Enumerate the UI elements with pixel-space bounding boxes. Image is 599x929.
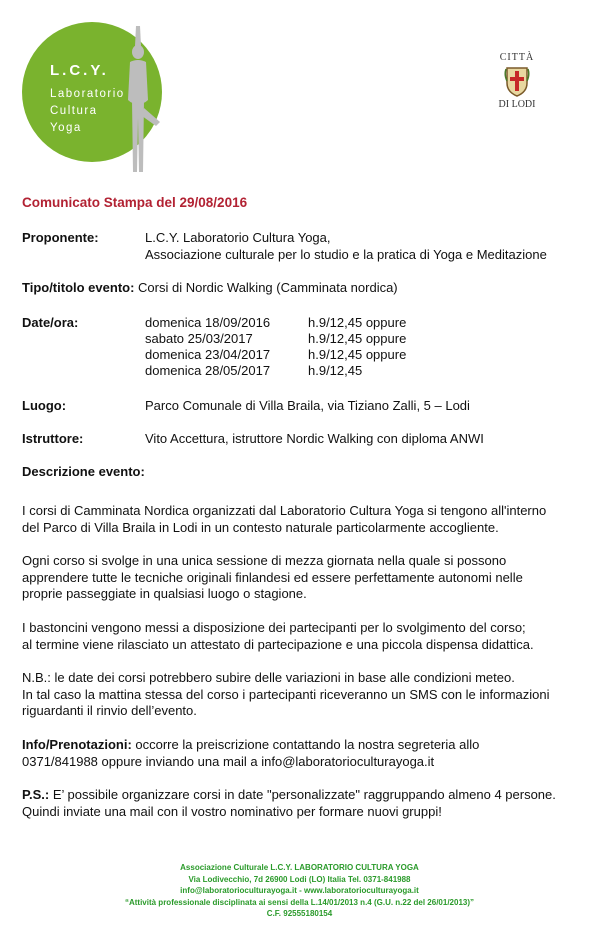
paragraph-1 [22, 503, 582, 536]
footer-line-3: info@laboratorioculturayoga.it - www.laboratorioculturayoga.it [180, 886, 419, 895]
date-day-4: domenica 28/05/2017 [145, 363, 271, 378]
coat-of-arms-icon [504, 65, 530, 97]
paragraph-nb [22, 670, 582, 720]
luogo-label-row [22, 398, 66, 414]
paragraph-1-line: I corsi di Camminata Nordica organizzati dal Laboratorio Cultura Yoga si tengono all'interno [22, 503, 547, 518]
footer-line-2: Via Lodivecchio, 7d 26900 Lodi (LO) Italia Tel. 0371-841988 [188, 874, 411, 884]
ps-label: P.S.: [22, 787, 50, 802]
logo-text [50, 62, 125, 137]
paragraph-2-line: Ogni corso si svolge in una unica sessione di mezza giornata nella quale si possono [22, 553, 507, 568]
logo-line-3: Yoga [50, 122, 82, 134]
press-release-title: Comunicato Stampa del 29/08/2016 [22, 195, 248, 210]
paragraph-nb-line: In tal caso la mattina stessa del corso i partecipanti riceveranno un SMS con le informazioni [22, 686, 550, 702]
logo-line-1: Laboratorio [50, 88, 125, 100]
paragraph-nb-line: N.B.: le date dei corsi potrebbero subire delle variazioni in base alle condizioni meteo. [22, 670, 515, 685]
luogo-value: Parco Comunale di Villa Braila, via Tiziano Zalli, 5 – Lodi [145, 398, 470, 413]
paragraph-2 [22, 553, 582, 603]
date-label-row [22, 315, 78, 331]
footer-line-5: C.F. 92555180154 [266, 909, 333, 918]
logo-line-2: Cultura [50, 105, 98, 117]
proponente-line-2: Associazione culturale per lo studio e la pratica di Yoga e Meditazione [145, 247, 547, 262]
descrizione-row [22, 464, 145, 480]
paragraph-1-line: del Parco di Villa Braila in Lodi in un contesto naturale particolarmente accogliente. [22, 519, 499, 535]
proponente-row [22, 230, 582, 264]
lcy-logo [22, 22, 162, 162]
date-day-3: domenica 23/04/2017 [145, 347, 271, 362]
footer [0, 862, 599, 920]
tipo-label: Tipo/titolo evento: [22, 280, 135, 295]
date-time-2: h.9/12,45 oppure [308, 331, 407, 346]
date-day-2: sabato 25/03/2017 [145, 331, 253, 346]
descrizione-label: Descrizione evento: [22, 464, 145, 479]
info-text-1: occorre la preiscrizione contattando la nostra segreteria allo [131, 737, 480, 752]
logo-abbr: L.C.Y. [50, 62, 109, 79]
ps-line-2: Quindi inviate una mail con il vostro nominativo per formare nuovi gruppi! [22, 803, 442, 819]
info-label: Info/Prenotazioni: [22, 737, 132, 752]
date-day-1: domenica 18/09/2016 [145, 315, 271, 330]
crest-top-text: CITTÀ [499, 52, 535, 63]
footer-line-4: “Attività professionale disciplinata ai sensi della L.14/01/2013 n.4 (G.U. n.22 del 26/01/2013)” [124, 897, 475, 907]
paragraph-3-line: I bastoncini vengono messi a disposizione dei partecipanti per lo svolgimento del corso; [22, 620, 526, 635]
istruttore-value: Vito Accettura, istruttore Nordic Walking con diploma ANWI [145, 431, 484, 446]
crest-bottom-text: DI LODI [498, 99, 536, 110]
date-label: Date/ora: [22, 315, 79, 330]
paragraph-3 [22, 620, 582, 653]
paragraph-3-line: al termine viene rilasciato un attestato di partecipazione e una piccola dispensa didattica. [22, 636, 534, 652]
info-prenotazioni [22, 737, 582, 770]
paragraph-2-line: proprie passeggiate in qualsiasi luogo o stagione. [22, 586, 307, 601]
citta-di-lodi-crest [492, 52, 542, 114]
tipo-row [22, 280, 398, 296]
tipo-value: Corsi di Nordic Walking (Camminata nordica) [138, 280, 398, 295]
proponente-label: Proponente: [22, 230, 99, 245]
paragraph-nb-line: riguardanti il rinvio dell’evento. [22, 703, 197, 718]
info-line-2: 0371/841988 oppure inviando una mail a info@laboratorioculturayoga.it [22, 753, 435, 769]
date-time-1: h.9/12,45 oppure [308, 315, 407, 330]
date-time-3: h.9/12,45 oppure [308, 347, 407, 362]
istruttore-label-row [22, 431, 83, 447]
date-time-4: h.9/12,45 [308, 363, 363, 378]
proponente-line-1: L.C.Y. Laboratorio Cultura Yoga, [145, 230, 331, 245]
ps-note [22, 787, 582, 820]
footer-line-1: Associazione Culturale L.C.Y. LABORATORIO CULTURA YOGA [180, 863, 419, 872]
info-line-1 [22, 737, 582, 754]
istruttore-label: Istruttore: [22, 431, 84, 446]
ps-line-1 [22, 787, 582, 804]
ps-text-1: E’ possibile organizzare corsi in date "personalizzate" raggruppando almeno 4 persone. [49, 787, 556, 802]
paragraph-2-line: apprendere tutte le tecniche originali finlandesi ed essere perfettamente autonomi nelle [22, 569, 523, 585]
luogo-label: Luogo: [22, 398, 67, 413]
